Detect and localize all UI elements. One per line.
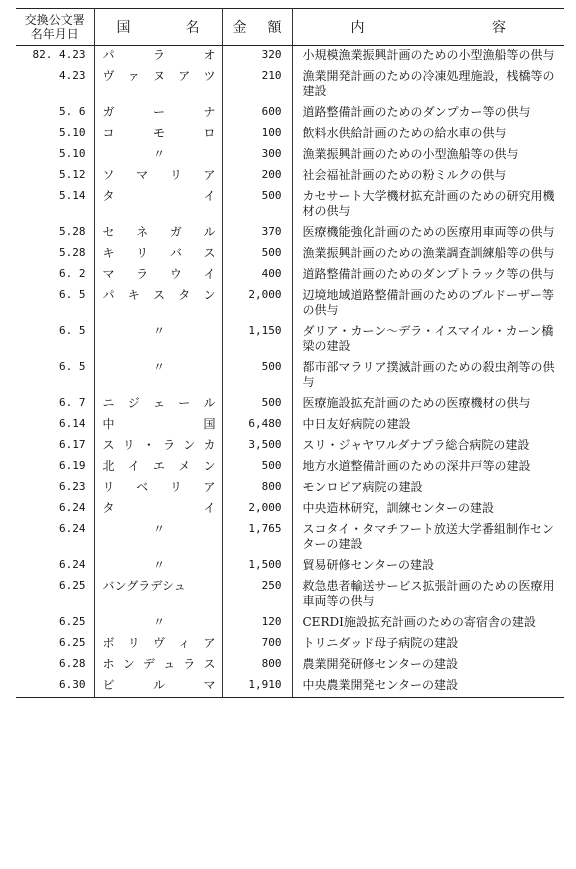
country-char: 北 xyxy=(102,459,115,473)
table-row xyxy=(16,436,564,457)
country-char: ソ xyxy=(102,168,115,182)
row-amount: 500 xyxy=(222,457,292,478)
table-row xyxy=(16,358,564,394)
row-country-name xyxy=(103,48,216,63)
country-char: ネ xyxy=(136,225,149,239)
row-amount: 2,000 xyxy=(222,286,292,322)
grant-aid-table xyxy=(16,8,564,698)
header-date-line2: 名年月日 xyxy=(30,27,79,41)
row-date: 6.17 xyxy=(16,436,94,457)
country-char: ヴ xyxy=(102,69,115,83)
row-date: 5.28 xyxy=(16,223,94,244)
row-amount: 3,500 xyxy=(222,436,292,457)
country-char: マ xyxy=(136,168,149,182)
country-char: リ xyxy=(169,480,182,494)
row-amount: 210 xyxy=(222,67,292,103)
row-description: 道路整備計画のためのダンプカー等の供与 xyxy=(302,105,531,119)
row-country xyxy=(94,358,222,394)
row-country xyxy=(94,556,222,577)
country-char: ル xyxy=(152,678,165,692)
country-char: ア xyxy=(203,636,216,650)
country-char: ン xyxy=(203,459,216,473)
row-country-name xyxy=(103,246,216,261)
row-amount: 700 xyxy=(222,634,292,655)
header-amount-char-2: 額 xyxy=(267,20,282,36)
country-char: ホ xyxy=(102,657,115,671)
header-country-char-1: 国 xyxy=(116,20,131,36)
country-char: ア xyxy=(203,480,216,494)
row-date: 6.25 xyxy=(16,613,94,634)
row-country-name xyxy=(103,126,216,141)
table-row xyxy=(16,457,564,478)
row-country xyxy=(94,322,222,358)
row-country-name xyxy=(103,678,216,693)
row-amount: 500 xyxy=(222,358,292,394)
row-amount: 800 xyxy=(222,655,292,676)
table-row xyxy=(16,520,564,556)
row-country-name: 〃 xyxy=(152,147,165,161)
country-char: メ xyxy=(178,459,191,473)
table-row xyxy=(16,46,564,68)
row-amount: 1,500 xyxy=(222,556,292,577)
row-amount: 320 xyxy=(222,46,292,68)
row-description: 地方水道整備計画のための深井戸等の建設 xyxy=(302,459,531,473)
country-char: カ xyxy=(203,438,216,452)
country-char: ア xyxy=(203,168,216,182)
country-char: ・ xyxy=(142,438,155,452)
row-country-name xyxy=(103,288,216,303)
country-char: ウ xyxy=(169,267,182,281)
row-description: 農業開発研修センターの建設 xyxy=(302,657,459,671)
header-date xyxy=(16,9,94,46)
row-country-name xyxy=(103,396,216,411)
country-char: ビ xyxy=(102,678,115,692)
table-row xyxy=(16,556,564,577)
table-row xyxy=(16,322,564,358)
row-amount: 600 xyxy=(222,103,292,124)
table-row xyxy=(16,655,564,676)
row-description: モンロビア病院の建設 xyxy=(302,480,423,494)
row-country xyxy=(94,655,222,676)
country-char: ン xyxy=(122,657,135,671)
country-char: ラ xyxy=(152,48,165,62)
table-row xyxy=(16,634,564,655)
row-amount: 120 xyxy=(222,613,292,634)
country-char: ス xyxy=(203,246,216,260)
row-date: 6.24 xyxy=(16,520,94,556)
row-description: 医療施設拡充計画のための医療機材の供与 xyxy=(302,396,531,410)
row-country-name xyxy=(103,636,216,651)
country-char: タ xyxy=(102,501,115,515)
row-date: 6.24 xyxy=(16,556,94,577)
row-country-name: 〃 xyxy=(152,360,165,374)
row-country xyxy=(94,46,222,68)
header-desc-char-1: 内 xyxy=(350,20,365,36)
country-char: ュ xyxy=(163,657,176,671)
row-description: 中央造林研究，訓練センターの建設 xyxy=(302,501,495,515)
row-amount: 100 xyxy=(222,124,292,145)
country-char: ラ xyxy=(183,657,196,671)
row-date: 5.28 xyxy=(16,244,94,265)
table-row xyxy=(16,676,564,698)
row-country xyxy=(94,457,222,478)
country-char: イ xyxy=(203,267,216,281)
country-char: オ xyxy=(203,48,216,62)
row-amount: 250 xyxy=(222,577,292,613)
row-country-name xyxy=(103,69,216,84)
country-char: ガ xyxy=(102,105,115,119)
row-date: 6. 5 xyxy=(16,358,94,394)
row-country xyxy=(94,223,222,244)
row-country xyxy=(94,103,222,124)
country-char: ツ xyxy=(203,69,216,83)
table-row xyxy=(16,478,564,499)
table-header-row xyxy=(16,9,564,46)
row-amount: 500 xyxy=(222,187,292,223)
country-char: ス xyxy=(102,438,115,452)
country-char: ラ xyxy=(136,267,149,281)
row-description: 救急患者輸送サービス拡張計画のための医療用車両等の供与 xyxy=(302,579,555,608)
table-row xyxy=(16,67,564,103)
country-char: タ xyxy=(102,189,115,203)
country-char: ァ xyxy=(127,69,140,83)
row-amount: 800 xyxy=(222,478,292,499)
row-date: 6. 5 xyxy=(16,286,94,322)
header-country xyxy=(94,9,222,46)
row-amount: 1,150 xyxy=(222,322,292,358)
row-country xyxy=(94,187,222,223)
row-country xyxy=(94,577,222,613)
country-char: ボ xyxy=(102,636,115,650)
row-country-name xyxy=(103,480,216,495)
country-char: ロ xyxy=(203,126,216,140)
row-date: 5. 6 xyxy=(16,103,94,124)
country-char: ニ xyxy=(102,396,115,410)
row-description: 中日友好病院の建設 xyxy=(302,417,411,431)
country-char: ナ xyxy=(203,105,216,119)
row-date: 6.19 xyxy=(16,457,94,478)
country-char: ア xyxy=(178,69,191,83)
row-amount: 500 xyxy=(222,394,292,415)
row-description: 貿易研修センターの建設 xyxy=(302,558,435,572)
row-country xyxy=(94,676,222,698)
row-description: CERDI施設拡充計画のための寄宿舎の建設 xyxy=(302,615,536,629)
row-country-name: 〃 xyxy=(152,324,165,338)
row-country xyxy=(94,166,222,187)
row-country xyxy=(94,286,222,322)
row-country-name: 〃 xyxy=(152,522,165,536)
country-char: リ xyxy=(127,636,140,650)
row-date: 5.14 xyxy=(16,187,94,223)
country-char: ラ xyxy=(163,438,176,452)
country-char: ヌ xyxy=(152,69,165,83)
row-date: 6. 2 xyxy=(16,265,94,286)
row-country xyxy=(94,415,222,436)
row-date: 82. 4.23 xyxy=(16,46,94,68)
header-desc-char-2: 容 xyxy=(492,20,506,36)
row-country xyxy=(94,520,222,556)
country-char: ヴ xyxy=(152,636,165,650)
row-description: 道路整備計画のためのダンプトラック等の供与 xyxy=(302,267,555,281)
country-char: エ xyxy=(152,459,165,473)
country-char: ル xyxy=(203,396,216,410)
row-country-name xyxy=(103,657,216,672)
row-description: 都市部マラリア撲滅計画のための殺虫剤等の供与 xyxy=(302,360,555,389)
country-char: キ xyxy=(102,246,115,260)
row-date: 6.24 xyxy=(16,499,94,520)
row-description: 社会福祉計画のための粉ミルクの供与 xyxy=(302,168,507,182)
country-char: イ xyxy=(203,501,216,515)
row-country-name xyxy=(103,438,216,453)
table-row xyxy=(16,244,564,265)
row-amount: 300 xyxy=(222,145,292,166)
row-description: 漁業振興計画のための漁業調査訓練船等の供与 xyxy=(302,246,555,260)
row-amount: 370 xyxy=(222,223,292,244)
row-country-name xyxy=(103,459,216,474)
table-row xyxy=(16,265,564,286)
row-country-name: 〃 xyxy=(152,558,165,572)
row-country xyxy=(94,265,222,286)
row-date: 6.25 xyxy=(16,634,94,655)
row-country xyxy=(94,478,222,499)
row-description: 飲料水供給計画のための給水車の供与 xyxy=(302,126,507,140)
row-description: カセサート大学機材拡充計画のための研究用機材の供与 xyxy=(302,189,555,218)
row-amount: 1,910 xyxy=(222,676,292,698)
row-country-name: 〃 xyxy=(152,615,165,629)
country-char: イ xyxy=(203,189,216,203)
country-char: ン xyxy=(203,288,216,302)
country-char: ン xyxy=(183,438,196,452)
row-country xyxy=(94,145,222,166)
table-row xyxy=(16,415,564,436)
row-country-name xyxy=(103,267,216,282)
country-char: キ xyxy=(127,288,140,302)
row-date: 6. 5 xyxy=(16,322,94,358)
row-country-name xyxy=(103,189,216,204)
header-country-char-2: 名 xyxy=(185,20,200,36)
row-country-name: バングラデシュ xyxy=(102,579,186,593)
table-row xyxy=(16,286,564,322)
table-row xyxy=(16,577,564,613)
country-char: ル xyxy=(203,225,216,239)
country-char: セ xyxy=(102,225,115,239)
row-date: 6.14 xyxy=(16,415,94,436)
country-char: マ xyxy=(102,267,115,281)
header-amount-char-1: 金 xyxy=(232,20,247,36)
country-char: 国 xyxy=(203,417,216,431)
country-char: ー xyxy=(178,396,191,410)
row-description: 漁業振興計画のための小型漁船等の供与 xyxy=(302,147,519,161)
row-amount: 400 xyxy=(222,265,292,286)
table-row xyxy=(16,187,564,223)
country-char: リ xyxy=(169,168,182,182)
row-date: 5.12 xyxy=(16,166,94,187)
row-amount: 2,000 xyxy=(222,499,292,520)
row-description: ダリア・カーン～デラ・イスマイル・カーン橋梁の建設 xyxy=(302,324,554,353)
country-char: イ xyxy=(127,459,140,473)
row-amount: 6,480 xyxy=(222,415,292,436)
row-description: トリニダッド母子病院の建設 xyxy=(302,636,459,650)
row-country xyxy=(94,124,222,145)
table-row xyxy=(16,124,564,145)
row-description: スコタイ・タマチフート放送大学番組制作センターの建設 xyxy=(302,522,554,551)
row-date: 6.28 xyxy=(16,655,94,676)
row-description: 医療機能強化計画のための医療用車両等の供与 xyxy=(302,225,555,239)
country-char: バ xyxy=(169,246,182,260)
row-date: 5.10 xyxy=(16,124,94,145)
header-date-line1: 交換公文署 xyxy=(24,13,85,27)
row-date: 4.23 xyxy=(16,67,94,103)
country-char: リ xyxy=(102,480,115,494)
row-country xyxy=(94,613,222,634)
row-date: 6.30 xyxy=(16,676,94,698)
header-amount xyxy=(222,9,292,46)
country-char: パ xyxy=(102,288,115,302)
row-country xyxy=(94,436,222,457)
country-char: ガ xyxy=(169,225,182,239)
country-char: ー xyxy=(152,105,165,119)
row-date: 5.10 xyxy=(16,145,94,166)
row-description: スリ・ジャヤワルダナプラ総合病院の建設 xyxy=(302,438,530,452)
row-description: 小規模漁業振興計画のための小型漁船等の供与 xyxy=(302,48,555,62)
row-amount: 1,765 xyxy=(222,520,292,556)
country-char: ェ xyxy=(152,396,165,410)
row-description: 辺境地域道路整備計画のためのブルドーザー等の供与 xyxy=(302,288,555,317)
country-char: マ xyxy=(203,678,216,692)
row-country-name xyxy=(103,105,216,120)
row-date: 6.25 xyxy=(16,577,94,613)
table-row xyxy=(16,223,564,244)
country-char: リ xyxy=(122,438,135,452)
row-date: 6. 7 xyxy=(16,394,94,415)
row-country-name xyxy=(103,225,216,240)
table-row xyxy=(16,394,564,415)
row-description: 中央農業開発センターの建設 xyxy=(292,676,564,698)
country-char: コ xyxy=(102,126,115,140)
table-row xyxy=(16,145,564,166)
country-char: モ xyxy=(152,126,165,140)
row-amount: 500 xyxy=(222,244,292,265)
table-row xyxy=(16,499,564,520)
country-char: ベ xyxy=(136,480,149,494)
row-country xyxy=(94,67,222,103)
row-country-name xyxy=(103,417,216,432)
row-country xyxy=(94,499,222,520)
country-char: 中 xyxy=(102,417,115,431)
row-country-name xyxy=(103,168,216,183)
country-char: デ xyxy=(142,657,155,671)
country-char: ィ xyxy=(178,636,191,650)
row-description: 漁業開発計画のための冷凍処理施設，桟橋等の建設 xyxy=(302,69,555,98)
country-char: ス xyxy=(203,657,216,671)
table-row xyxy=(16,166,564,187)
country-char: ス xyxy=(152,288,165,302)
country-char: タ xyxy=(178,288,191,302)
country-char: リ xyxy=(136,246,149,260)
country-char: パ xyxy=(102,48,115,62)
row-date: 6.23 xyxy=(16,478,94,499)
row-country xyxy=(94,634,222,655)
row-country xyxy=(94,244,222,265)
row-country-name xyxy=(103,501,216,516)
row-country xyxy=(94,394,222,415)
table-row xyxy=(16,613,564,634)
header-description xyxy=(292,9,564,46)
table-row xyxy=(16,103,564,124)
country-char: ジ xyxy=(127,396,140,410)
row-amount: 200 xyxy=(222,166,292,187)
